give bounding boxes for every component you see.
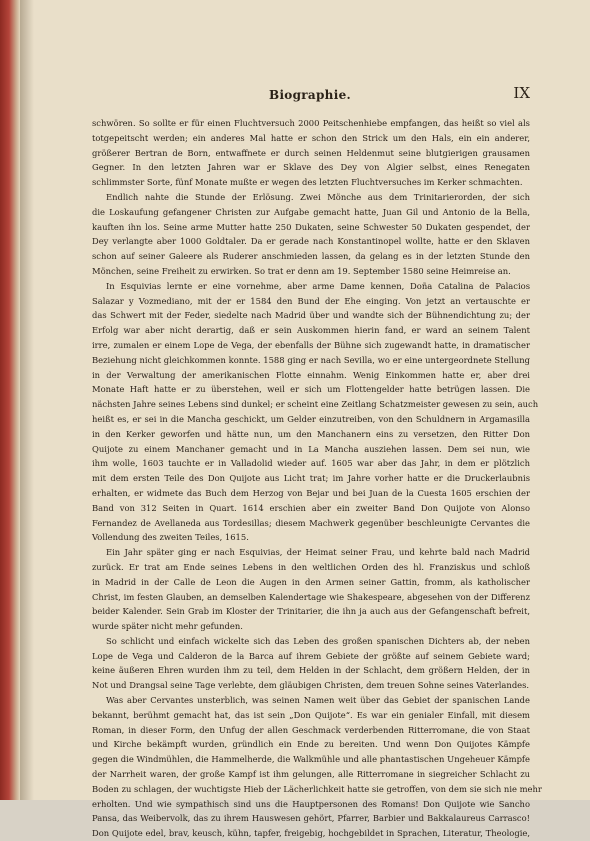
text-line: heißt es, er sei in die Mancha geschickt, um Gelder einzutreiben, von den Schuldnern in Argamasilla	[92, 413, 530, 424]
text-line: bekannt, berühmt gemacht hat, das ist sein „Don Quijote“. Es war ein genialer Einfall, mit diesem	[92, 709, 530, 720]
text-line: schwören. So sollte er für einen Fluchtversuch 2000 Peitschenhiebe empfangen, das heißt so viel als	[92, 118, 530, 128]
text-line: mit dem ersten Teile des Don Quijote aus Licht trat; im Jahre vorher hatte er die Druckerlaubnis	[92, 473, 530, 484]
text-line: nächsten Jahre seines Lebens sind dunkel; er scheint eine Zeitlang Schatzmeister gewesen zu sein, auch	[92, 399, 539, 410]
text-line: Dey verlangte aber 1000 Goldtaler. Da er gerade nach Konstantinopel wollte, hatte er den Sklaven	[92, 236, 530, 247]
text-line: Mönchen, seine Freiheit zu erwirken. So trat er denn am 19. September 1580 seine Heimreise an.	[92, 265, 511, 276]
gutter-shadow	[20, 0, 34, 800]
text-line: Pansa, das Weibervolk, das zu ihrem Hauswesen gehört, Pfarrer, Barbier und Bakkalaureus Carrasco!	[92, 813, 530, 824]
text-line: erholten. Und wie sympathisch sind uns die Hauptpersonen des Romans! Don Quijote wie Sancho	[92, 798, 530, 809]
page-header	[90, 84, 530, 106]
text-line: in den Kerker geworfen und hätte nun, um den Manchanern eins zu versetzen, den Ritter Don	[92, 428, 530, 439]
text-line: So schlicht und einfach wickelte sich das Leben des großen spanischen Dichters ab, der neben	[106, 635, 530, 646]
text-line: Don Quijote edel, brav, keusch, kühn, tapfer, freigebig, hochgebildet in Sprachen, Literatur, Theologie,	[92, 828, 530, 839]
text-line: in Madrid in der Calle de Leon die Augen in den Armen seiner Gattin, fromm, als katholischer	[92, 576, 530, 587]
text-line: Fernandez de Avellaneda aus Tordesillas; diesem Machwerk gegenüber beschleunigte Cervantes die	[92, 517, 530, 528]
text-line: in der Verwaltung der amerikanischen Flotte einnahm. Wenig Einkommen hatte er, aber drei	[92, 369, 530, 380]
text-line: kauften ihn los. Seine arme Mutter hatte 250 Dukaten, seine Schwester 50 Dukaten gespendet, der	[92, 221, 530, 232]
text-line: gegen die Windmühlen, die Hammelherde, die Walkmühle und alle phantastischen Ungeheuer Kämpfe	[92, 754, 530, 765]
text-line: Lope de Vega und Calderon de la Barca auf ihrem Gebiete der größte auf seinem Gebiete ward;	[92, 650, 530, 661]
text-line: Christ, im festen Glauben, an demselben Kalendertage wie Shakespeare, abgesehen von der Differenz	[92, 591, 530, 602]
text-line: irre, zumalen er einem Lope de Vega, der ebenfalls der Bühne sich zugewandt hatte, in dramatischer	[92, 339, 530, 350]
text-line: Gegner. In den letzten Jahren war er Sklave des Dey von Algier selbst, eines Renegaten	[92, 162, 530, 173]
text-line: schon auf seiner Galeere als Ruderer anschmieden lassen, da gelang es in der letzten Stunde den	[92, 251, 530, 262]
text-line: zurück. Er trat am Ende seines Lebens in den weltlichen Orden des hl. Franziskus und schloß	[92, 561, 530, 572]
text-line: schlimmster Sorte, fünf Monate mußte er wegen des letzten Fluchtversuches im Kerker schmachten.	[92, 177, 523, 188]
text-line: erhalten, er widmete das Buch dem Herzog von Bejar und bei Juan de la Cuesta 1605 erschien der	[92, 487, 530, 498]
text-line: Salazar y Vozmediano, mit der er 1584 den Bund der Ehe einging. Von jetzt an vertauschte er	[92, 295, 530, 306]
text-line: Beziehung nicht gleichkommen konnte. 1588 ging er nach Sevilla, wo er eine untergeordnete Stellung	[92, 354, 530, 365]
body-text	[92, 116, 542, 841]
page-number: IX	[513, 84, 530, 102]
text-line: totgepeitscht werden; ein anderes Mal hatte er schon den Strick um den Hals, ein ein anderer,	[92, 132, 530, 143]
text-line: größerer Bertran de Born, entwaffnete er durch seinen Heldenmut seine blutgierigen grausamen	[92, 147, 530, 158]
text-line: Endlich nahte die Stunde der Erlösung. Zwei Mönche aus dem Trinitarierorden, der sich	[106, 191, 530, 202]
text-line: Vollendung des zweiten Teiles, 1615.	[92, 532, 249, 543]
running-head: Biographie.	[269, 88, 351, 102]
text-line: Monate Haft hatte er zu überstehen, weil er sich um Flottengelder hatte betrügen lassen. Die	[92, 384, 530, 395]
text-line: Quijote zu einem Manchaner gemacht und in La Mancha ausziehen lassen. Dem sei nun, wie	[92, 443, 530, 454]
text-line: der Narrheit waren, der große Kampf ist ihm gelungen, alle Ritterromane in siegreicher Schlacht zu	[92, 769, 530, 780]
text-line: Ein Jahr später ging er nach Esquivias, der Heimat seiner Frau, und kehrte bald nach Madrid	[106, 547, 530, 558]
text-line: Boden zu schlagen, der wuchtigste Hieb der Lächerlichkeit hatte sie getroffen, von dem sie sich nie mehr	[92, 783, 542, 794]
text-line: das Schwert mit der Feder, siedelte nach Madrid über und wandte sich der Bühnendichtung zu; der	[92, 310, 530, 321]
text-line: keine äußeren Ehren wurden ihm zu teil, dem Helden in der Schlacht, dem größern Helden, der in	[92, 665, 530, 676]
text-line: In Esquivias lernte er eine vornehme, aber arme Dame kennen, Doña Catalina de Palacios	[106, 280, 530, 291]
text-line: beider Kalender. Sein Grab im Kloster der Trinitarier, die ihn ja auch aus der Gefangenschaft befreit,	[92, 606, 530, 617]
text-line: ihm wolle, 1603 tauchte er in Valladolid wieder auf. 1605 war aber das Jahr, in dem er plötzlich	[92, 458, 530, 469]
text-line: Not und Drangsal seine Tage verlebte, dem gläubigen Christen, dem treuen Sohne seines Vaterlandes.	[92, 680, 530, 691]
book-spine-edge	[0, 0, 20, 800]
text-line: und Kirche bekämpft wurden, gründlich ein Ende zu bereiten. Und wenn Don Quijotes Kämpfe	[92, 739, 530, 750]
text-line: wurde später nicht mehr gefunden.	[92, 621, 243, 632]
text-line: Erfolg war aber nicht derartig, daß er sein Auskommen hierin fand, er ward an seinem Talent	[92, 325, 530, 336]
text-line: Roman, in dieser Form, den Unfug der allen Geschmack verderbenden Ritterromane, die von Staat	[92, 724, 530, 735]
text-line: Was aber Cervantes unsterblich, was seinen Namen weit über das Gebiet der spanischen Lande	[106, 695, 530, 706]
text-line: die Loskaufung gefangener Christen zur Aufgabe gemacht hatte, Juan Gil und Antonio de la Bella,	[92, 206, 530, 217]
text-line: Band von 312 Seiten in Quart. 1614 erschien aber ein zweiter Band Don Quijote von Alonso	[92, 502, 530, 513]
